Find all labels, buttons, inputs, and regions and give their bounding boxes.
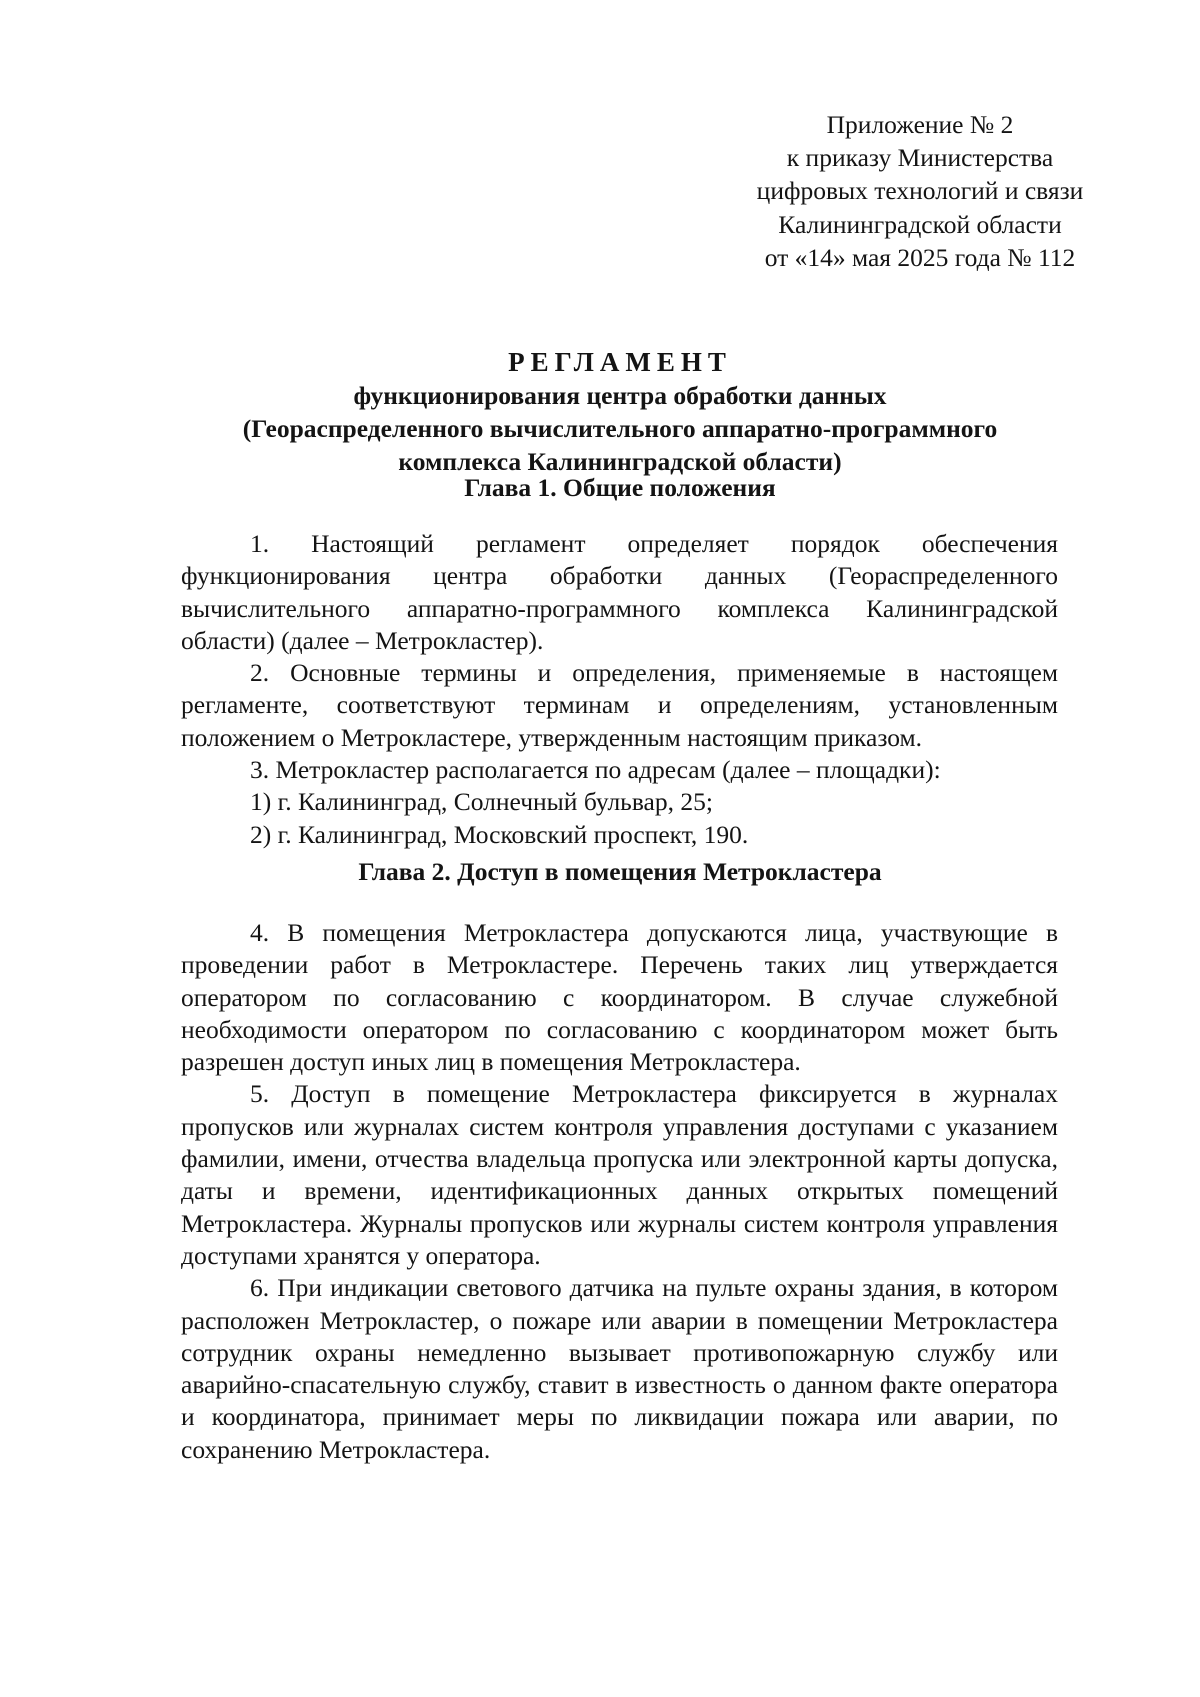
title-line: функционирования центра обработки данных: [353, 381, 887, 410]
paragraph: 2. Основные термины и определения, применяемые в настоящем регламенте, соответствуют терминам и определениям, установленным положением о Метрокластере, утвержденным настоящим приказом.: [181, 658, 1058, 752]
paragraph: 5. Доступ в помещение Метрокластера фиксируется в журналах пропусков или журналах систем контроля управления доступами с указанием фамилии, имени, отчества владельца пропуска или электронной карты допуска, даты и времени, идентификационных данных открытых помещений Метрокластера. Журналы пропусков или журналы систем контроля управления доступами хранятся у оператора.: [181, 1079, 1058, 1270]
chapter-2-body: [181, 917, 1058, 1466]
list-item: 2) г. Калининград, Московский проспект, 190.: [250, 819, 749, 849]
paragraph: 6. При индикации светового датчика на пульте охраны здания, в котором расположен Метрокластер, о пожаре или аварии в помещении Метрокластера сотрудник охраны немедленно вызывает противопожарную службу или аварийно-спасательную службу, ставит в известность о данном факте оператора и координатора, принимает меры по ликвидации пожара или аварии, по сохранению Метрокластера.: [181, 1273, 1058, 1464]
title-line: комплекса Калининградской области): [398, 447, 842, 476]
appendix-line: от «14» мая 2025 года № 112: [764, 242, 1076, 272]
chapter-1-heading: Глава 1. Общие положения: [464, 473, 776, 502]
appendix-line: Калининградской области: [778, 209, 1062, 239]
appendix-line: к приказу Министерства: [786, 143, 1054, 173]
appendix-reference: [720, 108, 1120, 274]
paragraph: 1. Настоящий регламент определяет порядок обеспечения функционирования центра обработки данных (Геораспределенного вычислительного аппаратно-программного комплекса Калининградской области) (далее – Метрокластер).: [181, 529, 1058, 655]
chapter-1-body: [181, 528, 1058, 851]
chapter-2-heading: Глава 2. Доступ в помещения Метрокластера: [358, 857, 882, 886]
list-item: 1) г. Калининград, Солнечный бульвар, 25;: [250, 787, 713, 817]
document-title: [180, 346, 1060, 478]
paragraph: 4. В помещения Метрокластера допускаются лица, участвующие в проведении работ в Метрокластере. Перечень таких лиц утверждается оператором по согласованию с координатором. В случае служебной необходимости оператором по согласованию с координатором может быть разрешен доступ иных лиц в помещения Метрокластера.: [181, 918, 1058, 1077]
appendix-line: Приложение № 2: [826, 110, 1014, 139]
title-main: РЕГЛАМЕНТ: [508, 347, 732, 377]
title-line: (Геораспределенного вычислительного аппаратно-программного: [242, 414, 998, 443]
paragraph: 3. Метрокластер располагается по адресам (далее – площадки):: [250, 755, 941, 785]
appendix-line: цифровых технологий и связи: [756, 176, 1084, 206]
